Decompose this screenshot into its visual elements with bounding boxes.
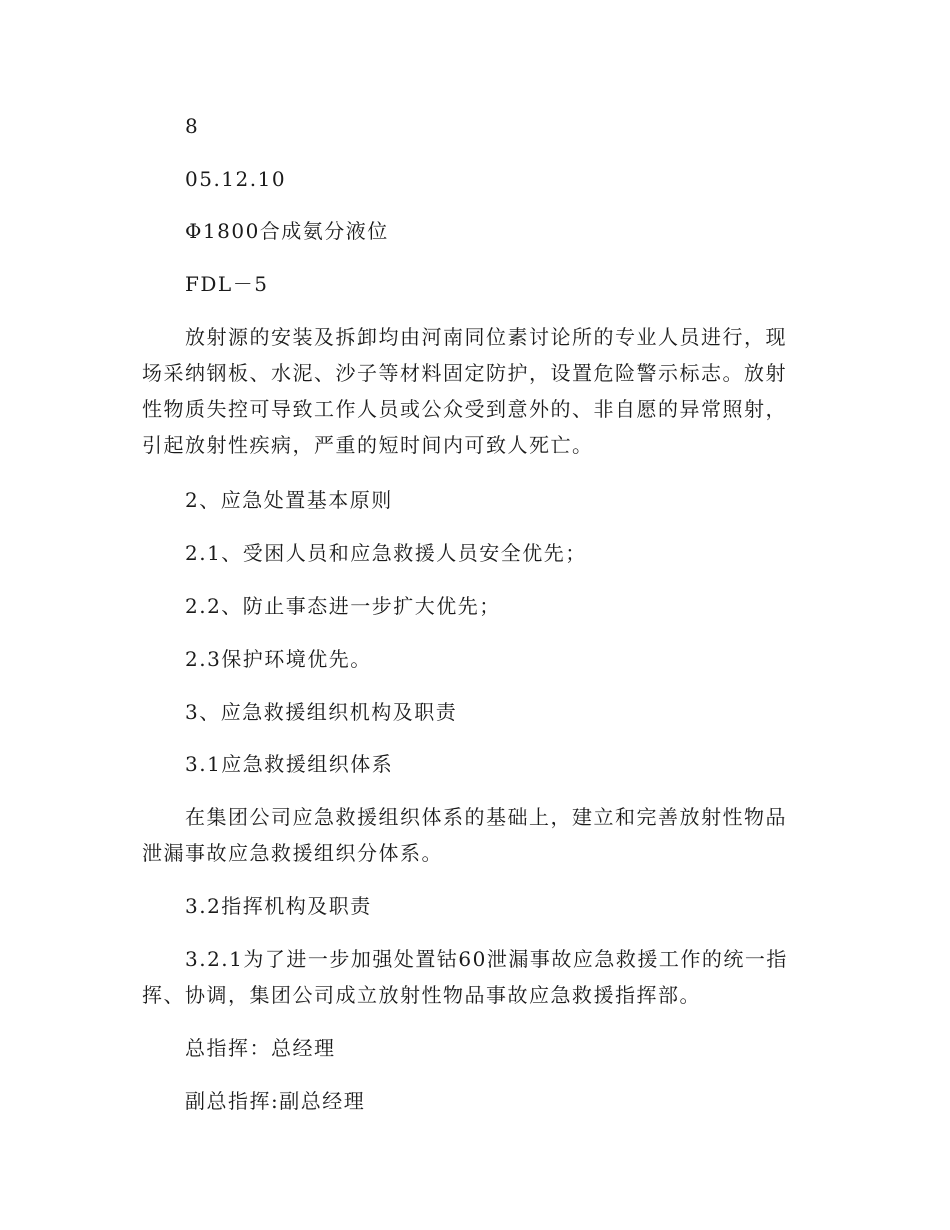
equipment-code: FDL－5 (185, 272, 269, 296)
equipment-name: Φ1800合成氨分液位 (185, 219, 389, 243)
principle-2-1: 2.1、受困人员和应急救援人员安全优先； (185, 541, 587, 565)
command-paragraph: 3.2.1为了进一步加强处置钴60泄漏事故应急救援工作的统一指挥、协调，集团公司成立放射性物品事故应急救援指挥部。 (142, 947, 788, 1007)
commander-line: 总指挥：总经理 (185, 1036, 336, 1060)
row-number: 8 (185, 114, 200, 138)
principle-2-3: 2.3保护环境优先。 (185, 647, 372, 671)
organization-paragraph: 在集团公司应急救援组织体系的基础上，建立和完善放射性物品泄漏事故应急救援组织分体系。 (142, 805, 787, 865)
section-heading-2: 2、应急处置基本原则 (185, 488, 393, 512)
principle-2-2: 2.2、防止事态进一步扩大优先； (185, 594, 501, 618)
subheading-3-1: 3.1应急救援组织体系 (185, 752, 394, 776)
subheading-3-2: 3.2指挥机构及职责 (185, 894, 372, 918)
section-heading-3: 3、应急救援组织机构及职责 (185, 700, 458, 724)
radiation-source-paragraph: 放射源的安装及拆卸均由河南同位素讨论所的专业人员进行，现场采纳钢板、水泥、沙子等材料固定防护，设置危险警示标志。放射性物质失控可导致工作人员或公众受到意外的、非自愿的异常照射，引起放射性疾病，严重的短时间内可致人死亡。 (142, 325, 787, 457)
deputy-commander-line: 副总指挥:副总经理 (185, 1089, 366, 1113)
date-code: 05.12.10 (185, 167, 287, 191)
